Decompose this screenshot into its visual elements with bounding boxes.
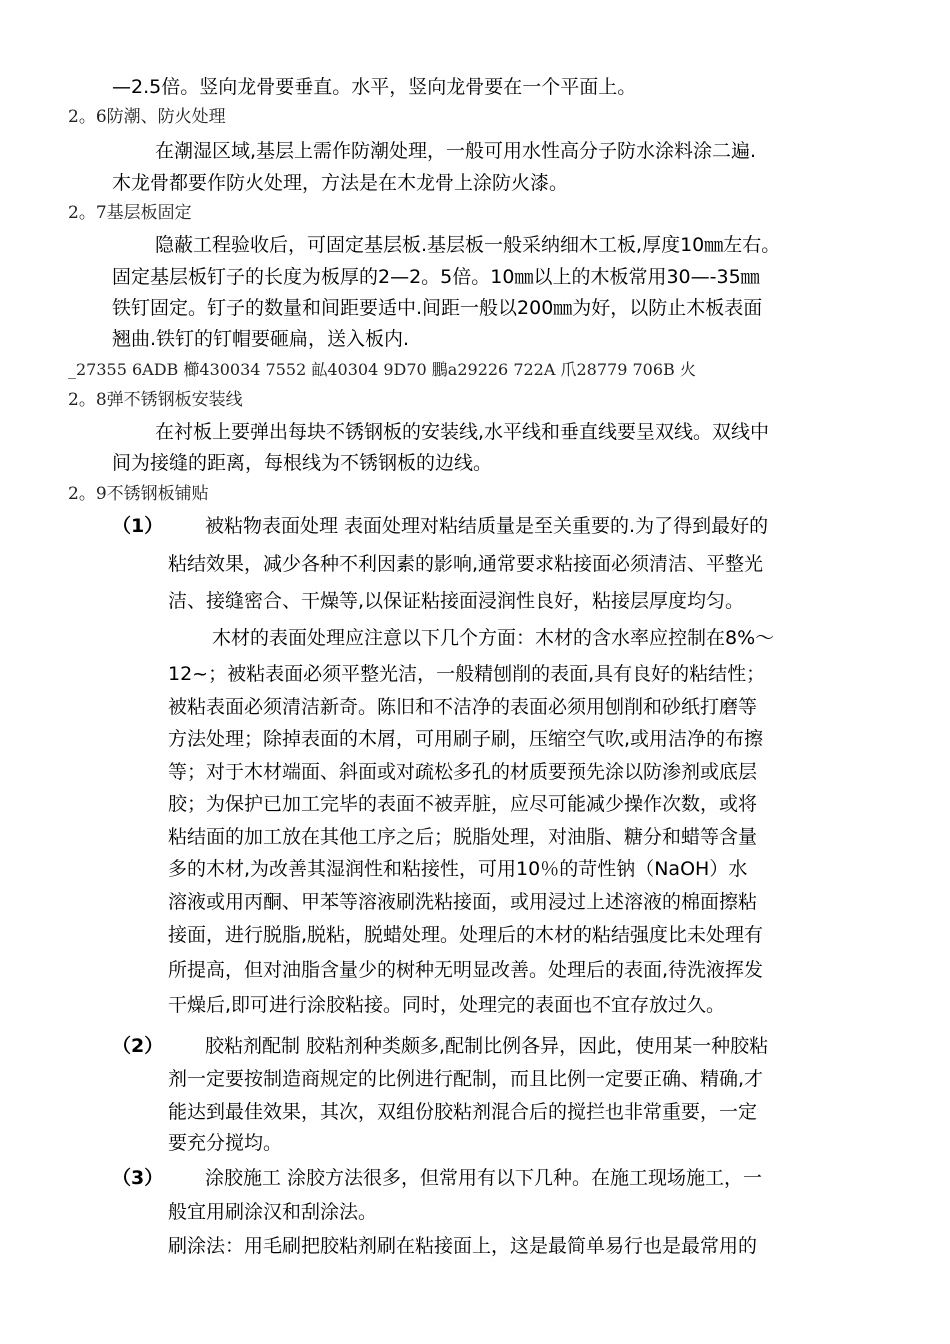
body-line: 木材的表面处理应注意以下几个方面：木材的含水率应控制在8%～	[212, 627, 775, 649]
body-line: 在衬板上要弹出每块不锈钢板的安装线,水平线和垂直线要呈双线。双线中	[155, 421, 770, 443]
body-line: 铁钉固定。钉子的数量和间距要适中.间距一般以200㎜为好，以防止木板表面	[112, 297, 763, 319]
body-line: 涂胶施工 涂胶方法很多，但常用有以下几种。在施工现场施工，一	[205, 1167, 763, 1189]
body-line: 木龙骨都要作防火处理，方法是在木龙骨上涂防火漆。	[112, 172, 569, 194]
body-line: 12~；被粘表面必须平整光洁，一般精刨削的表面,具有良好的粘结性；	[168, 663, 766, 685]
section-heading-2-6: 2。6防潮、防火处理	[68, 107, 226, 127]
body-line: 干燥后,即可进行涂胶粘接。同时，处理完的表面也不宜存放过久。	[168, 994, 726, 1016]
item-number-1: （1）	[112, 515, 164, 537]
body-line: 隐蔽工程验收后，可固定基层板.基层板一般采纳细木工板,厚度10㎜左右。	[155, 234, 781, 256]
body-line: 间为接缝的距离，每根线为不锈钢板的边线。	[112, 452, 493, 474]
section-heading-2-8: 2。8弹不锈钢板安装线	[68, 390, 243, 410]
body-line: 胶粘剂配制 胶粘剂种类颇多,配制比例各异，因此，使用某一种胶粘	[205, 1035, 769, 1057]
body-line: 被粘表面必须清洁新奇。陈旧和不洁净的表面必须用刨削和砂纸打磨等	[168, 696, 758, 718]
body-line: 刷涂法：用毛刷把胶粘剂刷在粘接面上，这是最简单易行也是最常用的	[168, 1235, 758, 1257]
body-line: 在潮湿区域,基层上需作防潮处理，一般可用水性高分子防水涂料涂二遍.	[155, 140, 757, 162]
body-line: 胶；为保护已加工完毕的表面不被弄脏，应尽可能减少操作次数，或将	[168, 793, 758, 815]
body-line: 溶液或用丙酮、甲苯等溶液刷洗粘接面，或用浸过上述溶液的棉面擦粘	[168, 891, 758, 913]
section-heading-2-9: 2。9不锈钢板铺贴	[68, 484, 209, 504]
body-line: 所提高，但对油脂含量少的树种无明显改善。处理后的表面,待洗液挥发	[168, 959, 764, 981]
item-number-3: （3）	[112, 1167, 164, 1189]
body-line: 接面，进行脱脂,脱粘，脱蜡处理。处理后的木材的粘结强度比未处理有	[168, 924, 764, 946]
body-line: 剂一定要按制造商规定的比例进行配制，而且比例一定要正确、精确,才	[168, 1068, 764, 1090]
body-line: 要充分搅均。	[168, 1132, 283, 1154]
body-line: 粘结效果，减少各种不利因素的影响,通常要求粘接面必须清洁、平整光	[168, 553, 764, 575]
body-line: 固定基层板钉子的长度为板厚的2—2。5倍。10㎜以上的木板常用30—-35㎜	[112, 266, 760, 288]
body-line: 粘结面的加工放在其他工序之后；脱脂处理，对油脂、糖分和蜡等含量	[168, 826, 758, 848]
body-line: 多的木材,为改善其湿润性和粘接性，可用10％的苛性钠（NaOH）水	[168, 858, 748, 880]
body-line: 翘曲.铁钉的钉帽要砸扁，送入板内.	[112, 328, 410, 350]
item-number-2: （2）	[112, 1035, 164, 1057]
body-line: 方法处理；除掉表面的木屑，可用刷子刷，压缩空气吹,或用洁净的布擦	[168, 728, 764, 750]
body-line: 洁、接缝密合、干燥等,以保证粘接面浸润性良好，粘接层厚度均匀。	[168, 590, 745, 612]
body-line: 般宜用刷涂汉和刮涂法。	[168, 1201, 378, 1223]
body-line: 能达到最佳效果，其次，双组份胶粘剂混合后的搅拦也非常重要，一定	[168, 1101, 758, 1123]
body-line: 等；对于木材端面、斜面或对疏松多孔的材质要预先涂以防渗剂或底层	[168, 761, 758, 783]
section-heading-2-7: 2。7基层板固定	[68, 203, 192, 223]
garbled-codes-line: _27355 6ADB 櫛430034 7552 畆40304 9D70 鵬a29226 722A 爪28779 706B 火	[68, 360, 696, 379]
body-line: —2.5倍。竖向龙骨要垂直。水平，竖向龙骨要在一个平面上。	[112, 76, 637, 98]
body-line: 被粘物表面处理 表面处理对粘结质量是至关重要的.为了得到最好的	[205, 515, 769, 537]
